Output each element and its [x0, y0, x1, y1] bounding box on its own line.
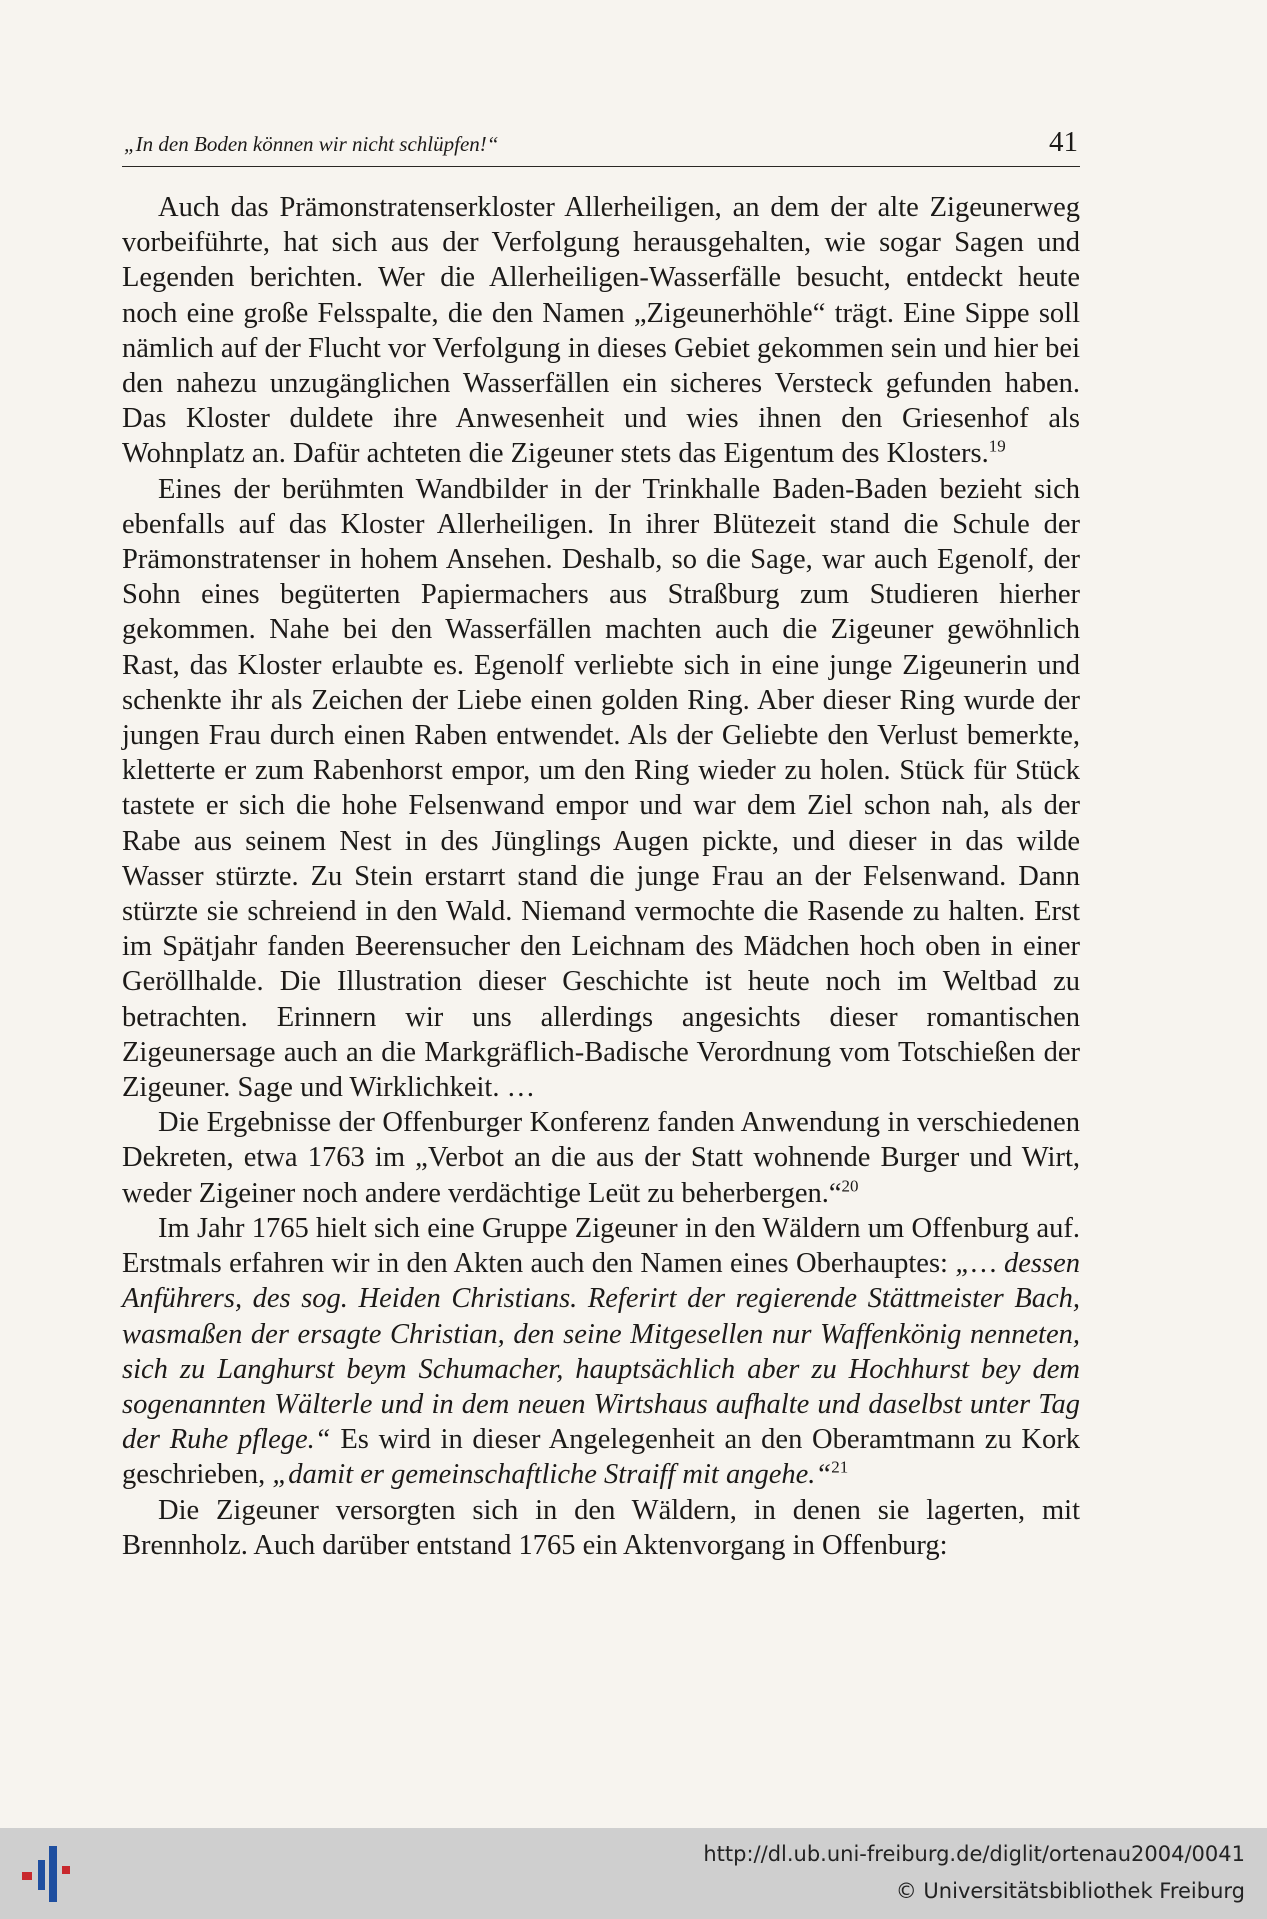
paragraph: [122, 1105, 1080, 1211]
footnote-marker: 21: [831, 1457, 849, 1477]
paragraph: [122, 190, 1080, 472]
paragraph-text: Im Jahr 1765 hielt sich eine Gruppe Zigeuner in den Wäldern um Offenburg auf. Erstmals erfahren wir in den Akten auch den Namen eines Oberhauptes:: [122, 1212, 1080, 1280]
paragraph: [122, 1211, 1080, 1493]
logo-block: [49, 1846, 57, 1902]
footnote-marker: 19: [988, 436, 1006, 456]
running-title: „In den Boden können wir nicht schlüpfen!“: [124, 132, 499, 156]
paragraph-text: Auch das Prämonstratenserkloster Allerheiligen, an dem der alte Zigeunerweg vorbeiführte, hat sich aus der Verfolgung herausgehalten, wie sogar Sagen und Legenden berichten. Wer die Allerheiligen-Wasserfälle besucht, entdeckt heute noch eine große Felsspalte, die den Namen „Zigeunerhöhle“ trägt. Eine Sippe soll nämlich auf der Flucht vor Verfolgung in dieses Gebiet gekommen sein und hier bei den nahezu unzugänglichen Wasserfällen ein sicheres Versteck gefunden haben. Das Kloster duldete ihre Anwesenheit und wies ihnen den Griesenhof als Wohnplatz an. Dafür achteten die Zigeuner stets das Eigentum des Klosters.: [122, 192, 1080, 470]
copyright-notice: © Universitätsbibliothek Freiburg: [895, 1879, 1245, 1903]
running-header: [122, 126, 1080, 167]
logo-block: [38, 1860, 45, 1890]
quotation: „… dessen Anführers, des sog. Heiden Christians. Referirt der regierende Stättmeister Bach, wasmaßen der ersagte Christian, den seine Mitgesellen nur Waffenkönig nenneten, sich zu Langhurst beym Schumacher, hauptsächlich aber zu Hochhurst bey dem sogenannten Wälterle und in dem neuen Wirtshaus aufhalte und daselbst unter Tag der Ruhe pflege.“: [122, 1248, 1080, 1456]
paragraph-text: Es wird in dieser Angelegenheit an den Oberamtmann zu Kork geschrieben,: [122, 1424, 1080, 1491]
footer-bar: [0, 1828, 1267, 1919]
paragraph-text: Eines der berühmten Wandbilder in der Trinkhalle Baden-Baden bezieht sich ebenfalls auf das Kloster Allerheiligen. In ihrer Blütezeit stand die Schule der Prämonstratenser in hohem Ansehen. Deshalb, so die Sage, war auch Egenolf, der Sohn eines begüterten Papiermachers aus Straßburg zum Studieren hierher gekommen. Nahe bei den Wasserfällen machten auch die Zigeuner gewöhnlich Rast, das Kloster erlaubte es. Egenolf verliebte sich in eine junge Zigeunerin und schenkte ihr als Zeichen der Liebe einen golden Ring. Aber dieser Ring wurde der jungen Frau durch einen Raben entwendet. Als der Geliebte den Verlust bemerkte, kletterte er zum Rabenhorst empor, um den Ring wieder zu holen. Stück für Stück tastete er sich die hohe Felsenwand empor und war dem Ziel schon nah, als der Rabe aus seinem Nest in des Jünglings Augen pickte, und dieser in das wilde Wasser stürzte. Zu Stein erstarrt stand die junge Frau an der Felsenwand. Dann stürzte sie schreiend in den Wald. Niemand vermochte die Rasende zu halten. Erst im Spätjahr fanden Beerensucher den Leichnam des Mädchen hoch oben in einer Geröllhalde. Die Illustration dieser Geschichte ist heute noch im Weltbad zu betrachten. Erinnern wir uns allerdings angesichts dieser romantischen Zigeunersage auch an die Markgräflich-Badische Verordnung vom Totschießen der Zigeuner. Sage und Wirklichkeit. …: [122, 473, 1080, 1104]
paragraph: [122, 1493, 1080, 1563]
quotation: „damit er gemeinschaftliche Straiff mit angehe.“: [272, 1459, 832, 1491]
logo-block: [22, 1872, 32, 1880]
paragraph-text: Die Ergebnisse der Offenburger Konferenz fanden Anwendung in verschiedenen Dekreten, etwa 1763 im „Verbot an die aus der Statt wohnende Burger und Wirt, weder Zigeiner noch andere verdächtige Leüt zu beherbergen.“: [122, 1107, 1080, 1209]
ub-freiburg-logo-icon[interactable]: [22, 1846, 82, 1902]
body-text: [122, 190, 1080, 1563]
page-number: 41: [1049, 126, 1078, 158]
permalink-url[interactable]: http://dl.ub.uni-freiburg.de/diglit/ortenau2004/0041: [703, 1842, 1245, 1866]
logo-block: [62, 1866, 70, 1874]
paragraph-text: Die Zigeuner versorgten sich in den Wäldern, in denen sie lagerten, mit Brennholz. Auch darüber entstand 1765 ein Aktenvorgang in Offenburg:: [122, 1494, 1080, 1561]
paragraph: [122, 472, 1080, 1106]
footnote-marker: 20: [841, 1176, 859, 1196]
